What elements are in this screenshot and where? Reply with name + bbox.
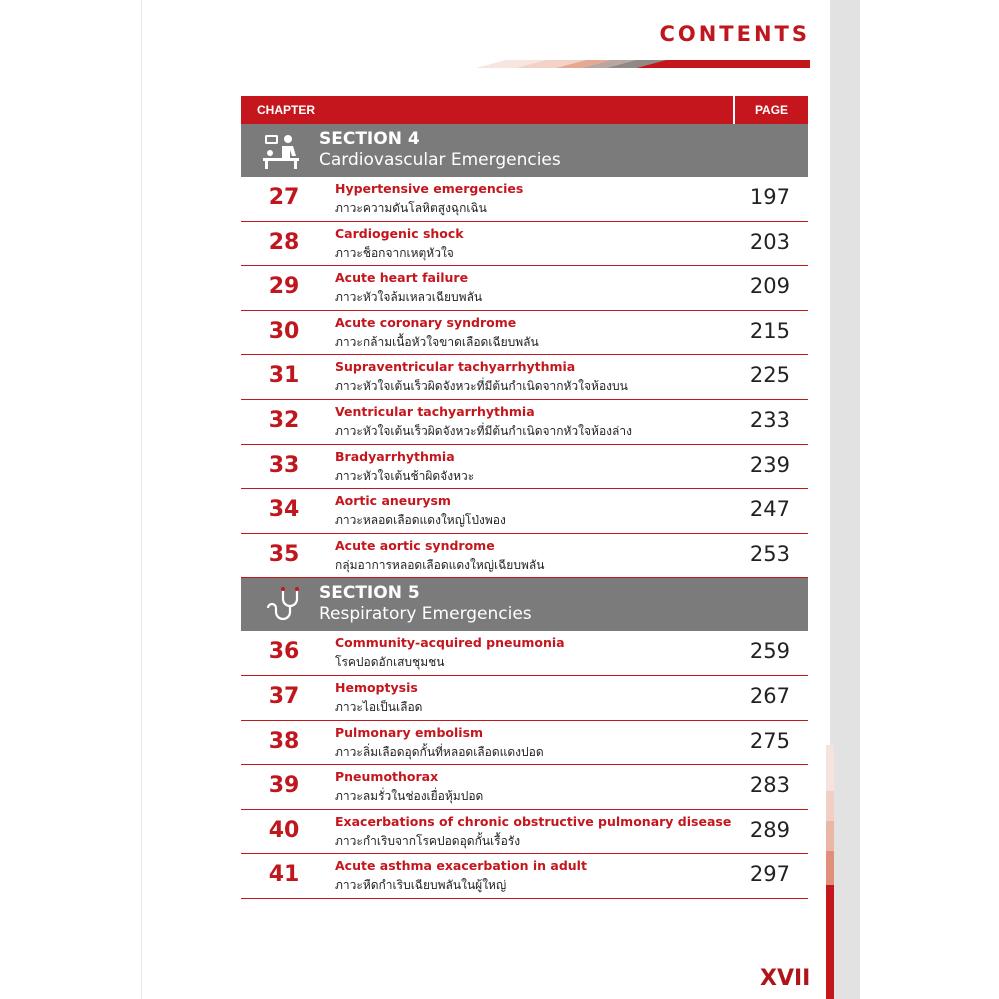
section-subtitle: Cardiovascular Emergencies <box>319 150 561 170</box>
page-number: 289 <box>749 817 790 842</box>
chapter-row[interactable] <box>241 489 808 534</box>
chapter-title-th: ภาวะไอเป็นเลือด <box>335 699 423 714</box>
chapter-number: 39 <box>268 773 300 799</box>
chapter-title-en: Bradyarrhythmia <box>335 448 455 464</box>
chapter-title-th: ภาวะกล้ามเนื้อหัวใจขาดเลือดเฉียบพลัน <box>335 334 539 349</box>
page-side-strip <box>830 0 860 999</box>
chapter-title-th: ภาวะหืดกำเริบเฉียบพลันในผู้ใหญ่ <box>335 878 507 893</box>
chapter-title-en: Acute aortic syndrome <box>335 537 495 553</box>
chapter-title-en: Pulmonary embolism <box>335 724 484 740</box>
chapter-number: 28 <box>268 229 300 255</box>
chapter-number: 29 <box>268 274 300 300</box>
chapter-title-en: Hypertensive emergencies <box>335 181 524 196</box>
section-subtitle: Respiratory Emergencies <box>319 604 532 625</box>
chapter-title-th: ภาวะลิ่มเลือดอุดกั้นที่หลอดเลือดแดงปอด <box>335 744 544 759</box>
section-tab <box>826 851 834 885</box>
section-tab <box>826 791 834 821</box>
contents-table <box>241 96 808 899</box>
chapter-row[interactable] <box>241 765 808 810</box>
page-number: 239 <box>749 452 790 477</box>
section-tab <box>826 745 834 791</box>
chapter-row[interactable] <box>241 222 808 267</box>
chapter-title-en: Cardiogenic shock <box>335 225 464 241</box>
chapter-row[interactable] <box>241 445 808 490</box>
chapter-row[interactable] <box>241 355 808 400</box>
chapter-title-th: ภาวะช็อกจากเหตุหัวใจ <box>335 245 454 260</box>
page-number: 283 <box>749 773 790 798</box>
section-title: SECTION 5 <box>319 583 420 604</box>
chapter-row[interactable] <box>241 534 808 579</box>
chapter-title-th: โรคปอดอักเสบชุมชน <box>335 655 445 670</box>
section-header <box>241 124 808 177</box>
chapter-title-th: ภาวะหัวใจเต้นช้าผิดจังหวะ <box>335 468 475 483</box>
chapter-number: 38 <box>268 728 300 754</box>
page-title: CONTENTS <box>659 22 810 46</box>
page-number: 297 <box>749 862 790 887</box>
section-header <box>241 578 808 631</box>
page-number: 275 <box>749 728 790 753</box>
chapter-number: 34 <box>268 497 300 523</box>
chapter-row[interactable] <box>241 266 808 311</box>
page-number: 209 <box>749 274 790 299</box>
chapter-title-en: Acute heart failure <box>335 270 469 286</box>
chapter-title-en: Hemoptysis <box>335 679 418 695</box>
page-number: 253 <box>749 541 790 566</box>
chapter-title-en: Community-acquired pneumonia <box>335 635 565 651</box>
chapter-number: 30 <box>268 318 300 344</box>
chapter-column-label: CHAPTER <box>257 103 316 117</box>
chapter-number: 32 <box>268 407 300 433</box>
chapter-row[interactable] <box>241 854 808 899</box>
stethoscope-icon <box>261 585 301 625</box>
chapter-number: 27 <box>268 185 300 210</box>
chapter-title-en: Acute coronary syndrome <box>335 314 517 330</box>
chapter-title-en: Pneumothorax <box>335 769 439 785</box>
title-decoration <box>476 60 810 68</box>
chapter-title-en: Exacerbations of chronic obstructive pulmonary disease <box>335 813 732 829</box>
chapter-row[interactable] <box>241 400 808 445</box>
page-left-margin <box>0 0 142 999</box>
chapter-number: 36 <box>268 639 300 665</box>
chapter-row[interactable] <box>241 810 808 855</box>
page-number: 267 <box>749 683 790 708</box>
section-tab <box>826 821 834 851</box>
chapter-row[interactable] <box>241 311 808 356</box>
chapter-number: 35 <box>268 541 300 567</box>
chapter-number: 37 <box>268 683 300 709</box>
chapter-number: 40 <box>268 817 300 843</box>
chapter-title-en: Aortic aneurysm <box>335 493 451 509</box>
chapter-title-th: กลุ่มอาการหลอดเลือดแดงใหญ่เฉียบพลัน <box>335 557 545 572</box>
page-right-margin <box>860 0 999 999</box>
doctor-patient-icon <box>261 131 301 171</box>
folio-page-number: XVII <box>760 966 811 991</box>
chapter-title-th: ภาวะหัวใจเต้นเร็วผิดจังหวะที่มีต้นกำเนิดจากหัวใจห้องบน <box>335 379 628 394</box>
page-number: 233 <box>749 407 790 432</box>
chapter-title-th: ภาวะลมรั่วในช่องเยื่อหุ้มปอด <box>335 789 484 804</box>
table-header <box>241 96 808 124</box>
chapter-title-th: ภาวะความดันโลหิตสูงฉุกเฉิน <box>335 201 487 215</box>
page-number: 259 <box>749 639 790 664</box>
chapter-row[interactable] <box>241 721 808 766</box>
page-number: 225 <box>749 363 790 388</box>
chapter-number: 31 <box>268 363 300 389</box>
chapter-title-th: ภาวะหัวใจล้มเหลวเฉียบพลัน <box>335 290 483 305</box>
section-tab-active <box>826 885 834 999</box>
chapter-row[interactable] <box>241 676 808 721</box>
chapter-number: 41 <box>268 862 300 888</box>
chapter-title-en: Supraventricular tachyarrhythmia <box>335 359 576 375</box>
page-number: 247 <box>749 497 790 522</box>
chapter-row[interactable] <box>241 177 808 222</box>
chapter-title-th: ภาวะหลอดเลือดแดงใหญ่โป่งพอง <box>335 513 506 528</box>
chapter-title-en: Acute asthma exacerbation in adult <box>335 858 587 874</box>
chapter-row[interactable] <box>241 631 808 676</box>
page-number: 203 <box>749 229 790 254</box>
chapter-title-th: ภาวะกำเริบจากโรคปอดอุดกั้นเรื้อรัง <box>335 833 521 848</box>
chapter-number: 33 <box>268 452 300 478</box>
chapter-title-th: ภาวะหัวใจเต้นเร็วผิดจังหวะที่มีต้นกำเนิดจากหัวใจห้องล่าง <box>335 423 632 438</box>
section-title: SECTION 4 <box>319 129 420 149</box>
page-number: 215 <box>749 318 790 343</box>
page-number: 197 <box>749 185 790 209</box>
chapter-title-en: Ventricular tachyarrhythmia <box>335 403 535 419</box>
page-column-label: PAGE <box>733 96 808 124</box>
